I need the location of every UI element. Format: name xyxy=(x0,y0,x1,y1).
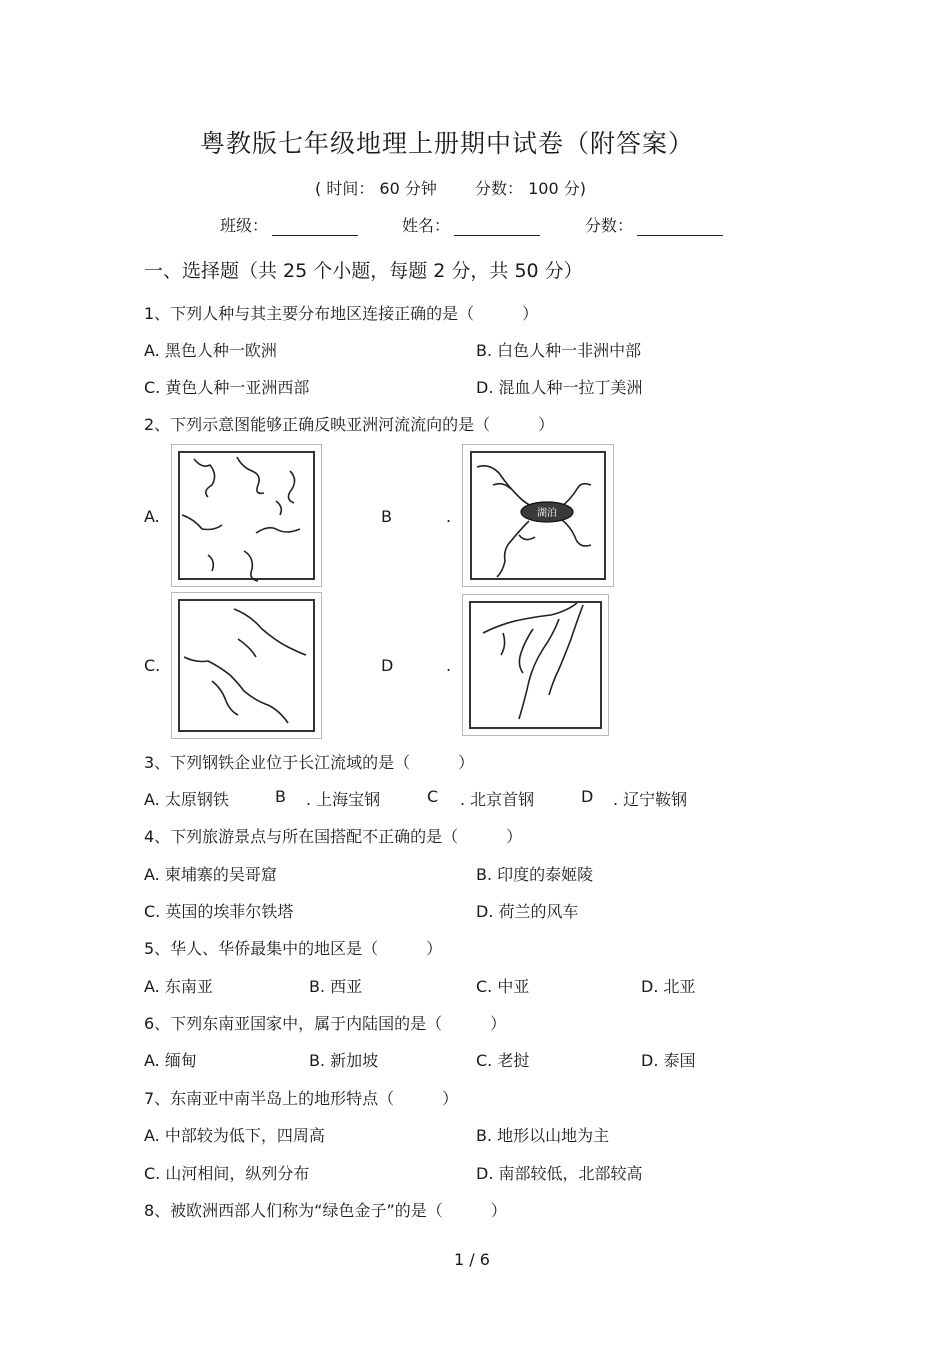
q5-option-d: D. 北亚 xyxy=(641,977,696,996)
river-map-d xyxy=(462,594,609,736)
river-lines-b xyxy=(463,445,613,586)
q6-option-c: C. 老挝 xyxy=(476,1051,530,1070)
q2-option-b-label: B xyxy=(381,507,392,526)
question-8-stem: 8、被欧洲西部人们称为“绿色金子”的是（ ） xyxy=(144,1201,507,1220)
page-number: 1 / 6 xyxy=(454,1250,490,1269)
q2-option-d-label: D xyxy=(381,656,394,675)
river-lines-d xyxy=(463,595,608,735)
q7-option-c: C. 山河相间，纵列分布 xyxy=(144,1164,310,1183)
q2-option-a-label: A. xyxy=(144,507,160,526)
name-blank xyxy=(454,217,540,236)
q4-option-b: B. 印度的泰姬陵 xyxy=(476,865,594,884)
class-blank xyxy=(272,217,358,236)
question-4-stem: 4、下列旅游景点与所在国搭配不正确的是（ ） xyxy=(144,827,523,846)
q1-option-c: C. 黄色人种一亚洲西部 xyxy=(144,378,310,397)
q5-option-c: C. 中亚 xyxy=(476,977,530,996)
q1-option-b: B. 白色人种一非洲中部 xyxy=(476,341,642,360)
q7-option-b: B. 地形以山地为主 xyxy=(476,1126,610,1145)
q6-option-a: A. 缅甸 xyxy=(144,1051,197,1070)
question-2-stem: 2、下列示意图能够正确反映亚洲河流流向的是（ ） xyxy=(144,415,555,434)
q7-option-d: D. 南部较低，北部较高 xyxy=(476,1164,643,1183)
q3-option-b: . 上海宝钢 xyxy=(306,790,381,809)
q7-option-a: A. 中部较为低下，四周高 xyxy=(144,1126,325,1145)
q1-option-d: D. 混血人种一拉丁美洲 xyxy=(476,378,643,397)
class-label: 班级： xyxy=(220,216,269,235)
q3-option-d-letter: D xyxy=(581,787,594,806)
question-7-stem: 7、东南亚中南半岛上的地形特点（ ） xyxy=(144,1089,459,1108)
question-3-stem: 3、下列钢铁企业位于长江流域的是（ ） xyxy=(144,753,475,772)
name-field xyxy=(402,213,540,236)
river-lines-a xyxy=(172,445,321,586)
name-label: 姓名： xyxy=(402,216,451,235)
question-1-stem: 1、下列人种与其主要分布地区连接正确的是（ ） xyxy=(144,304,539,323)
page-title: 粤教版七年级地理上册期中试卷（附答案） xyxy=(200,129,695,158)
q5-option-a: A. 东南亚 xyxy=(144,977,213,996)
q4-option-c: C. 英国的埃菲尔铁塔 xyxy=(144,902,294,921)
exam-total-score: 分数： 100 分) xyxy=(475,179,586,198)
score-label: 分数： xyxy=(585,216,634,235)
section-heading: 一、选择题（共 25 个小题，每题 2 分，共 50 分） xyxy=(144,260,583,282)
q3-option-a: A. 太原钢铁 xyxy=(144,790,229,809)
q3-option-b-letter: B xyxy=(275,787,286,806)
score-blank xyxy=(637,217,723,236)
exam-time: ( 时间： 60 分钟 xyxy=(315,179,437,198)
q2-option-d-dot: . xyxy=(446,656,452,675)
score-field xyxy=(585,213,723,236)
question-6-stem: 6、下列东南亚国家中，属于内陆国的是（ ） xyxy=(144,1014,507,1033)
question-5-stem: 5、华人、华侨最集中的地区是（ ） xyxy=(144,939,443,958)
q2-option-c-label: C. xyxy=(144,656,161,675)
q2-option-b-dot: . xyxy=(446,507,452,526)
q6-option-d: D. 泰国 xyxy=(641,1051,696,1070)
q4-option-d: D. 荷兰的风车 xyxy=(476,902,579,921)
q3-option-c-letter: C xyxy=(427,787,439,806)
q3-option-d: . 辽宁鞍钢 xyxy=(613,790,688,809)
q4-option-a: A. 柬埔寨的吴哥窟 xyxy=(144,865,277,884)
river-map-b xyxy=(462,444,614,587)
class-field xyxy=(220,213,358,236)
river-map-c xyxy=(171,592,322,739)
q3-option-c: . 北京首钢 xyxy=(460,790,535,809)
q1-option-a: A. 黑色人种一欧洲 xyxy=(144,341,277,360)
lake-label: 湖泊 xyxy=(537,508,557,519)
q6-option-b: B. 新加坡 xyxy=(309,1051,379,1070)
river-map-a xyxy=(171,444,322,587)
q5-option-b: B. 西亚 xyxy=(309,977,363,996)
river-lines-c xyxy=(172,593,321,738)
